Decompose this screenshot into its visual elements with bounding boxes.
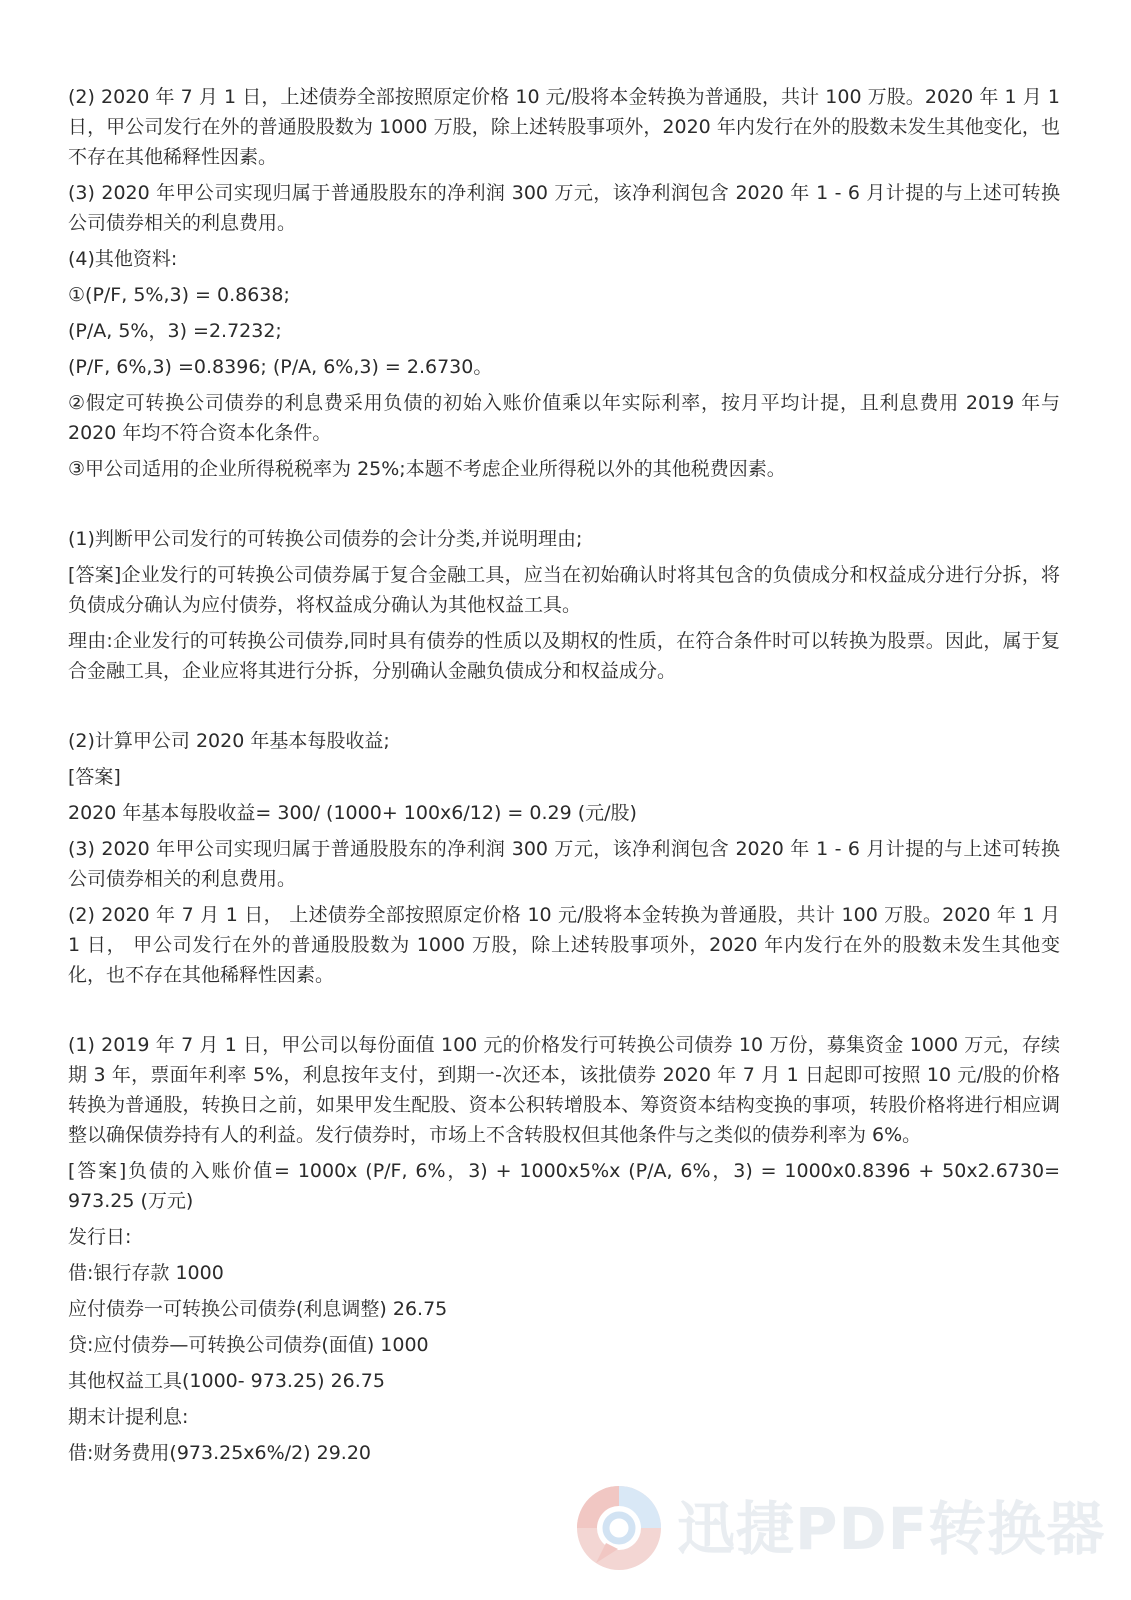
document-body: [68, 82, 1060, 1474]
paragraph: (4)其他资料:: [68, 248, 178, 270]
paragraph: (P/A, 5%，3) =2.7232;: [68, 320, 282, 342]
section-gap: [68, 490, 1060, 524]
paragraph: (1) 2019 年 7 月 1 日，甲公司以每份面值 100 元的价格发行可转换公司债券 10 万份，募集资金 1000 万元，存续期 3 年，票面年利率 5%，利息按年支付，到期一-次还本，该批债券 2020 年 7 月 1 日起即可按照 10 元/股的价格转换为普通股，转换日之前，如果甲发生配股、资本公积转增股本、筹资资本结构变换的事项，转股价格将进行相应调整以确保债券持有人的利益。发行债券时，市场上不含转股权但其他条件与之类似的债券利率为 6%。: [68, 1034, 1060, 1146]
journal-entry: 借:银行存款 1000: [68, 1262, 224, 1284]
question-heading: (1)判断甲公司发行的可转换公司债券的会计分类,并说明理由;: [68, 528, 583, 550]
journal-entry: 借:财务费用(973.25x6%/2) 29.20: [68, 1442, 372, 1464]
paragraph: (2) 2020 年 7 月 1 日，上述债券全部按照原定价格 10 元/股将本金转换为普通股，共计 100 万股。2020 年 1 月 1 日，甲公司发行在外的普通股股数为 1000 万股，除上述转股事项外，2020 年内发行在外的股数未发生其他变化，也不存在其他稀释性因素。: [68, 86, 1060, 168]
paragraph: 理由:企业发行的可转换公司债券,同时具有债券的性质以及期权的性质，在符合条件时可以转换为股票。因此，属于复合金融工具，企业应将其进行分拆，分别确认金融负债成分和权益成分。: [68, 630, 1060, 682]
section-gap: [68, 692, 1060, 726]
watermark-text: 迅捷PDF转换器: [677, 1495, 1106, 1563]
journal-entry: 其他权益工具(1000- 973.25) 26.75: [68, 1370, 385, 1392]
paragraph: 2020 年基本每股收益= 300/ (1000+ 100x6/12) = 0.29 (元/股): [68, 802, 637, 824]
paragraph: ③甲公司适用的企业所得税税率为 25%;本题不考虑企业所得税以外的其他税费因素。: [68, 458, 786, 480]
journal-entry: 应付债券一可转换公司债券(利息调整) 26.75: [68, 1298, 448, 1320]
section-gap: [68, 996, 1060, 1030]
paragraph: 期末计提利息:: [68, 1406, 189, 1428]
answer-label: [答案]: [68, 766, 121, 788]
paragraph: (P/F, 6%,3) =0.8396; (P/A, 6%,3) = 2.6730。: [68, 356, 493, 378]
question-heading: (2)计算甲公司 2020 年基本每股收益;: [68, 730, 390, 752]
answer-paragraph: [答案]负债的入账价值= 1000x (P/F, 6%，3) + 1000x5%x (P/A, 6%，3) = 1000x0.8396 + 50x2.6730= 973.25 (万元): [68, 1160, 1060, 1212]
paragraph: (3) 2020 年甲公司实现归属于普通股股东的净利润 300 万元，该净利润包含 2020 年 1 - 6 月计提的与上述可转换公司债券相关的利息费用。: [68, 838, 1060, 890]
journal-entry: 贷:应付债券—可转换公司债券(面值) 1000: [68, 1334, 429, 1356]
paragraph: ②假定可转换公司债券的利息费采用负债的初始入账价值乘以年实际利率，按月平均计提，且利息费用 2019 年与 2020 年均不符合资本化条件。: [68, 392, 1060, 444]
paragraph: ①(P/F, 5%,3) = 0.8638;: [68, 284, 290, 306]
watermark: [574, 1483, 1106, 1579]
paragraph: 发行日:: [68, 1226, 132, 1248]
paragraph: (3) 2020 年甲公司实现归属于普通股股东的净利润 300 万元，该净利润包含 2020 年 1 - 6 月计提的与上述可转换公司债券相关的利息费用。: [68, 182, 1060, 234]
paragraph: (2) 2020 年 7 月 1 日， 上述债券全部按照原定价格 10 元/股将本金转换为普通股，共计 100 万股。2020 年 1 月 1 日， 甲公司发行在外的普通股股数为 1000 万股，除上述转股事项外，2020 年内发行在外的股数未发生其他变化，也不存在其他稀释性因素。: [68, 904, 1060, 986]
pdf-converter-logo-icon: [574, 1483, 664, 1573]
answer-paragraph: [答案]企业发行的可转换公司债券属于复合金融工具，应当在初始确认时将其包含的负债成分和权益成分进行分拆，将负债成分确认为应付债券，将权益成分确认为其他权益工具。: [68, 564, 1060, 616]
